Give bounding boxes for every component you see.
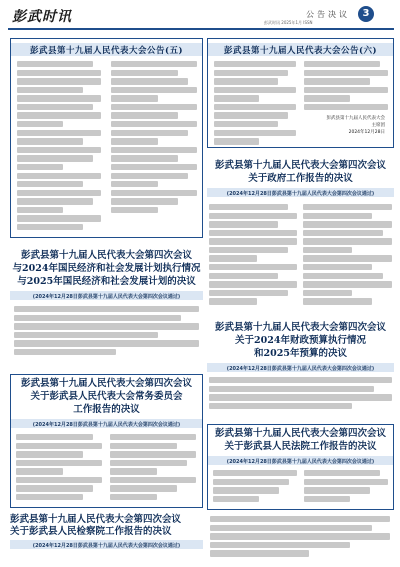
- body-text-line: [209, 386, 374, 392]
- standing-meta: (2024年12月28日彭武县第十九届人民代表大会第四次会议通过): [32, 422, 181, 428]
- body-text-line: [304, 479, 388, 485]
- body-text-line: [210, 550, 309, 556]
- gov-report-meta: (2024年12月28日彭武县第十九届人民代表大会第四次会议通过): [226, 191, 375, 197]
- body-text-line: [110, 434, 196, 440]
- court-meta-bar: [208, 456, 393, 465]
- notice-6-body-left: [214, 61, 296, 147]
- body-text-line: [14, 332, 158, 338]
- procuratorate-meta: (2024年12月28日彭武县第十九届人民代表大会第四次会议通过): [32, 543, 181, 549]
- body-text-line: [111, 164, 197, 170]
- body-text-line: [303, 298, 372, 304]
- body-text-line: [16, 485, 93, 491]
- body-text-line: [17, 70, 101, 76]
- body-text-line: [303, 273, 383, 279]
- body-text-line: [303, 204, 392, 210]
- body-text-line: [17, 95, 101, 101]
- body-text-line: [17, 198, 93, 204]
- body-text-line: [16, 443, 102, 449]
- body-text-line: [110, 477, 196, 483]
- body-text-line: [14, 349, 116, 355]
- budget-body: [209, 377, 392, 411]
- plan-meta-bar: [10, 291, 203, 300]
- masthead-rule: [8, 28, 394, 30]
- body-text-line: [111, 87, 197, 93]
- body-text-line: [17, 104, 93, 110]
- body-text-line: [17, 215, 101, 221]
- budget-meta-bar: [207, 363, 394, 372]
- section-name: 公告决议: [306, 10, 350, 19]
- body-text-line: [111, 112, 178, 118]
- body-text-line: [209, 213, 297, 219]
- gov-report-body-right: [303, 204, 392, 307]
- procuratorate-article: [10, 514, 394, 564]
- masthead-small-line: 彭武时讯 2025年1月 ISSN: [264, 20, 313, 25]
- body-text-line: [209, 204, 288, 210]
- body-text-line: [214, 104, 296, 110]
- body-text-line: [111, 130, 188, 136]
- body-text-line: [214, 138, 259, 144]
- standing-committee-article: [10, 374, 203, 508]
- budget-meta: (2024年12月28日彭武县第十九届人民代表大会第四次会议通过): [226, 366, 375, 372]
- body-text-line: [209, 377, 392, 383]
- body-text-line: [111, 121, 197, 127]
- body-text-line: [303, 221, 392, 227]
- gov-report-body-left: [209, 204, 297, 307]
- body-text-line: [213, 487, 279, 493]
- gov-report-article: [207, 156, 394, 312]
- gov-report-title: 彭武县第十九届人民代表大会第四次会议: [214, 160, 386, 171]
- body-text-line: [14, 340, 199, 346]
- body-text-line: [304, 70, 388, 76]
- plan-title-line2: 与2024年国民经济和社会发展计划执行情况: [12, 263, 201, 274]
- body-text-line: [210, 525, 372, 531]
- court-article: [207, 424, 394, 510]
- procuratorate-body: [210, 516, 390, 559]
- budget-title-line2: 关于2024年财政预算执行情况: [235, 335, 366, 346]
- body-text-line: [303, 281, 392, 287]
- body-text-line: [213, 479, 289, 485]
- notice-6-article: [207, 38, 394, 148]
- body-text-line: [17, 87, 83, 93]
- notice-5-article: [10, 38, 203, 238]
- body-text-line: [110, 468, 157, 474]
- body-text-line: [17, 181, 83, 187]
- body-text-line: [209, 230, 297, 236]
- signature-date: 2024年12月28日: [348, 130, 385, 135]
- body-text-line: [111, 198, 178, 204]
- body-text-line: [16, 451, 83, 457]
- body-text-line: [14, 315, 181, 321]
- body-text-line: [214, 78, 278, 84]
- body-text-line: [214, 87, 296, 93]
- body-text-line: [304, 87, 388, 93]
- standing-title-line3: 工作报告的决议: [73, 404, 140, 415]
- paper-name: 彭武时讯: [12, 9, 72, 25]
- body-text-line: [111, 78, 188, 84]
- body-text-line: [303, 213, 372, 219]
- standing-body-right: [110, 434, 196, 503]
- body-text-line: [111, 155, 178, 161]
- page-number-badge: 3: [358, 6, 374, 22]
- body-text-line: [214, 112, 288, 118]
- body-text-line: [210, 533, 390, 539]
- body-text-line: [111, 181, 158, 187]
- body-text-line: [110, 460, 187, 466]
- body-text-line: [213, 496, 259, 502]
- body-text-line: [209, 238, 297, 244]
- body-text-line: [111, 147, 197, 153]
- plan-meta: (2024年12月28日彭武县第十九届人民代表大会第四次会议通过): [32, 294, 181, 300]
- court-title-line1: 彭武县第十九届人民代表大会第四次会议: [214, 428, 386, 439]
- plan-title-line1: 彭武县第十九届人民代表大会第四次会议: [20, 250, 192, 261]
- body-text-line: [304, 470, 380, 476]
- gov-report-meta-bar: [207, 188, 394, 197]
- plan-title-line3: 与2025年国民经济和社会发展计划的决议: [17, 276, 196, 287]
- masthead: [8, 6, 394, 28]
- body-text-line: [213, 470, 297, 476]
- body-text-line: [110, 485, 177, 491]
- body-text-line: [209, 273, 278, 279]
- body-text-line: [209, 221, 278, 227]
- notice-6-title-bar: [208, 43, 393, 56]
- body-text-line: [17, 155, 93, 161]
- notice-5-body-right: [111, 61, 197, 215]
- court-title-line2: 关于彭武县人民法院工作报告的决议: [224, 441, 377, 452]
- body-text-line: [214, 61, 296, 67]
- body-text-line: [214, 70, 288, 76]
- plan-body: [14, 306, 199, 357]
- body-text-line: [17, 207, 63, 213]
- body-text-line: [209, 403, 352, 409]
- body-text-line: [17, 138, 83, 144]
- budget-title-line3: 和2025年预算的决议: [254, 348, 347, 359]
- body-text-line: [17, 78, 101, 84]
- body-text-line: [110, 443, 177, 449]
- body-text-line: [14, 323, 199, 329]
- body-text-line: [304, 78, 370, 84]
- body-text-line: [303, 255, 392, 261]
- signature-line: 彭武县第十九届人民代表大会: [326, 116, 385, 121]
- court-body-right: [304, 470, 388, 504]
- body-text-line: [17, 121, 63, 127]
- body-text-line: [17, 147, 101, 153]
- body-text-line: [214, 130, 296, 136]
- procuratorate-meta-bar: [10, 540, 203, 549]
- body-text-line: [16, 460, 102, 466]
- body-text-line: [210, 516, 390, 522]
- body-text-line: [214, 121, 278, 127]
- body-text-line: [16, 494, 83, 500]
- body-text-line: [111, 104, 197, 110]
- body-text-line: [111, 138, 158, 144]
- body-text-line: [303, 264, 372, 270]
- procuratorate-title-line2: 关于彭武县人民检察院工作报告的决议: [10, 526, 172, 537]
- body-text-line: [209, 264, 297, 270]
- standing-meta-bar: [11, 419, 202, 428]
- body-text-line: [17, 164, 63, 170]
- notice-5-body-left: [17, 61, 101, 233]
- standing-title-line2: 关于彭武县人民代表大会常务委员会: [30, 391, 183, 402]
- body-text-line: [209, 290, 288, 296]
- body-text-line: [304, 487, 370, 493]
- gov-report-subtitle: 关于政府工作报告的决议: [248, 173, 353, 184]
- body-text-line: [110, 494, 157, 500]
- body-text-line: [304, 61, 380, 67]
- signature-line: 主席团: [371, 123, 385, 128]
- body-text-line: [17, 190, 101, 196]
- body-text-line: [304, 95, 350, 101]
- body-text-line: [303, 230, 383, 236]
- body-text-line: [111, 95, 158, 101]
- body-text-line: [209, 394, 392, 400]
- body-text-line: [17, 112, 101, 118]
- procuratorate-title-line1: 彭武县第十九届人民代表大会第四次会议: [10, 514, 182, 525]
- body-text-line: [303, 247, 352, 253]
- notice-6-signature: [327, 115, 386, 136]
- body-text-line: [303, 290, 352, 296]
- body-text-line: [16, 468, 63, 474]
- notice-5-title: 彭武县第十九届人民代表大会公告(五): [29, 46, 184, 56]
- body-text-line: [111, 190, 197, 196]
- body-text-line: [14, 306, 199, 312]
- plan-article: [10, 246, 203, 366]
- body-text-line: [209, 255, 257, 261]
- body-text-line: [210, 542, 350, 548]
- body-text-line: [17, 61, 93, 67]
- body-text-line: [209, 298, 257, 304]
- body-text-line: [16, 434, 93, 440]
- court-meta: (2024年12月28日彭武县第十九届人民代表大会第四次会议通过): [226, 459, 375, 465]
- budget-title-line1: 彭武县第十九届人民代表大会第四次会议: [214, 322, 386, 333]
- notice-6-body-right: [304, 61, 388, 112]
- body-text-line: [111, 70, 178, 76]
- standing-body-left: [16, 434, 102, 503]
- body-text-line: [110, 451, 196, 457]
- notice-6-title: 彭武县第十九届人民代表大会公告(六): [223, 46, 378, 56]
- body-text-line: [303, 238, 392, 244]
- body-text-line: [111, 207, 158, 213]
- notice-5-title-bar: [11, 43, 202, 56]
- body-text-line: [17, 130, 101, 136]
- body-text-line: [209, 247, 288, 253]
- body-text-line: [209, 281, 297, 287]
- body-text-line: [17, 173, 101, 179]
- body-text-line: [17, 224, 83, 230]
- body-text-line: [111, 61, 197, 67]
- body-text-line: [304, 496, 350, 502]
- court-body-left: [213, 470, 297, 504]
- budget-article: [207, 320, 394, 416]
- body-text-line: [111, 173, 188, 179]
- body-text-line: [214, 95, 259, 101]
- body-text-line: [16, 477, 102, 483]
- body-text-line: [304, 104, 388, 110]
- standing-title-line1: 彭武县第十九届人民代表大会第四次会议: [20, 378, 192, 389]
